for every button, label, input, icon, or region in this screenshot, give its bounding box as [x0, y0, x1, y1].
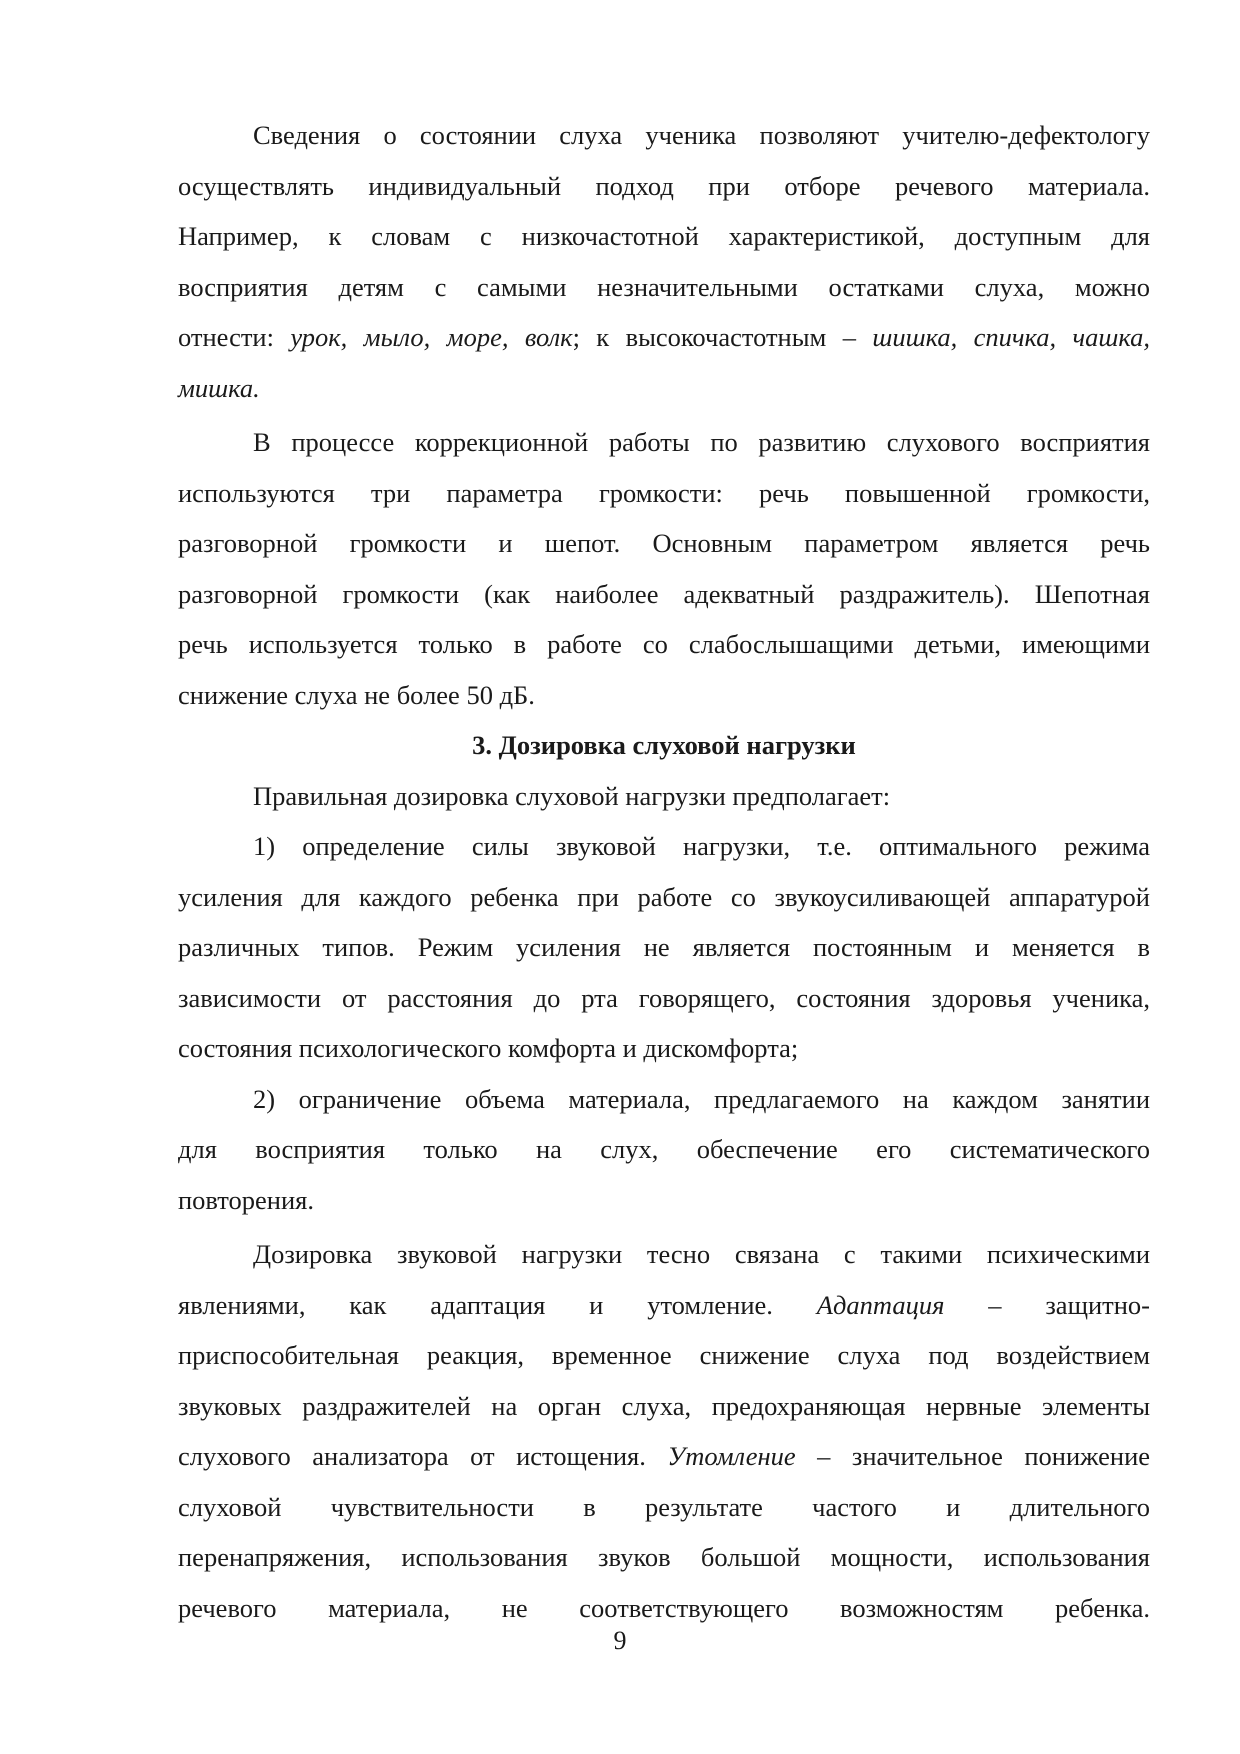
list-item-1: [178, 821, 1150, 1074]
high-frequency-words-end: мишка.: [178, 372, 260, 403]
text-span: отнести:: [178, 322, 291, 352]
text-line: восприятия детям с самыми незначительными остатками слуха, можно: [178, 271, 1150, 302]
text-line: В процессе коррекционной работы по развитию слухового восприятия: [253, 427, 1150, 457]
document-page: [178, 110, 1150, 1633]
term-adaptation: Адаптация: [816, 1289, 945, 1320]
text-line: снижение слуха не более 50 дБ.: [178, 679, 535, 710]
text-line: приспособительная реакция, временное снижение слуха под воздействием: [178, 1340, 1150, 1370]
text-line: различных типов. Режим усиления не является постоянным и меняется в: [178, 932, 1150, 962]
text-span: ; к высокочастотным –: [572, 322, 873, 352]
text-line: 2) ограничение объема материала, предлагаемого на каждом занятии: [253, 1083, 1150, 1114]
page-number: 9: [613, 1626, 627, 1655]
text-line: [178, 363, 1150, 414]
text-span: слухового анализатора от истощения.: [178, 1441, 668, 1471]
list-item-2: [178, 1074, 1150, 1226]
text-line: разговорной громкости (как наиболее адекватный раздражитель). Шепотная: [178, 578, 1150, 609]
text-line: повторения.: [178, 1184, 314, 1215]
high-frequency-words: шишка, спичка, чашка,: [872, 322, 1150, 352]
text-line: зависимости от расстояния до рта говорящего, состояния здоровья ученика,: [178, 982, 1150, 1013]
text-line: Сведения о состоянии слуха ученика позволяют учителю-дефектологу: [253, 120, 1150, 150]
text-line: [178, 312, 1150, 363]
text-line: слуховой чувствительности в результате частого и длительного: [178, 1491, 1150, 1522]
text-line: [178, 1431, 1150, 1482]
text-line: используются три параметра громкости: речь повышенной громкости,: [178, 477, 1150, 508]
text-line: разговорной громкости и шепот. Основным параметром является речь: [178, 528, 1150, 558]
text-line: перенапряжения, использования звуков большой мощности, использования: [178, 1542, 1150, 1572]
text-line: для восприятия только на слух, обеспечение его систематического: [178, 1134, 1150, 1164]
text-line: осуществлять индивидуальный подход при отборе речевого материала.: [178, 170, 1150, 201]
text-line: Например, к словам с низкочастотной характеристикой, доступным для: [178, 221, 1150, 251]
text-line: Правильная дозировка слуховой нагрузки предполагает:: [253, 780, 891, 811]
text-line: речь используется только в работе со слабослышащими детьми, имеющими: [178, 629, 1150, 659]
section-heading: 3. Дозировка слуховой нагрузки: [472, 730, 856, 760]
paragraph-dosage-intro: [178, 771, 1150, 822]
text-line: 1) определение силы звуковой нагрузки, т.е. оптимального режима: [253, 831, 1150, 861]
text-line: [178, 1280, 1150, 1331]
paragraph-adaptation-fatigue: [178, 1229, 1150, 1633]
text-span: – значительное понижение: [795, 1441, 1151, 1471]
term-fatigue: Утомление: [667, 1441, 796, 1471]
text-line: Дозировка звуковой нагрузки тесно связана с такими психическими: [253, 1239, 1150, 1269]
text-line: речевого материала, не соответствующего возможностям ребенка.: [178, 1592, 1150, 1623]
low-frequency-words: урок, мыло, море, волк: [290, 322, 573, 352]
text-line: усиления для каждого ребенка при работе со звукоусиливающей аппаратурой: [178, 881, 1150, 912]
text-line: состояния психологического комфорта и дискомфорта;: [178, 1033, 799, 1063]
paragraph-loudness: [178, 417, 1150, 720]
text-line: звуковых раздражителей на орган слуха, предохраняющая нервные элементы: [178, 1390, 1150, 1421]
text-span: явлениями, как адаптация и утомление.: [178, 1289, 817, 1320]
text-span: – защитно-: [944, 1289, 1150, 1320]
paragraph-hearing-info: [178, 110, 1150, 413]
